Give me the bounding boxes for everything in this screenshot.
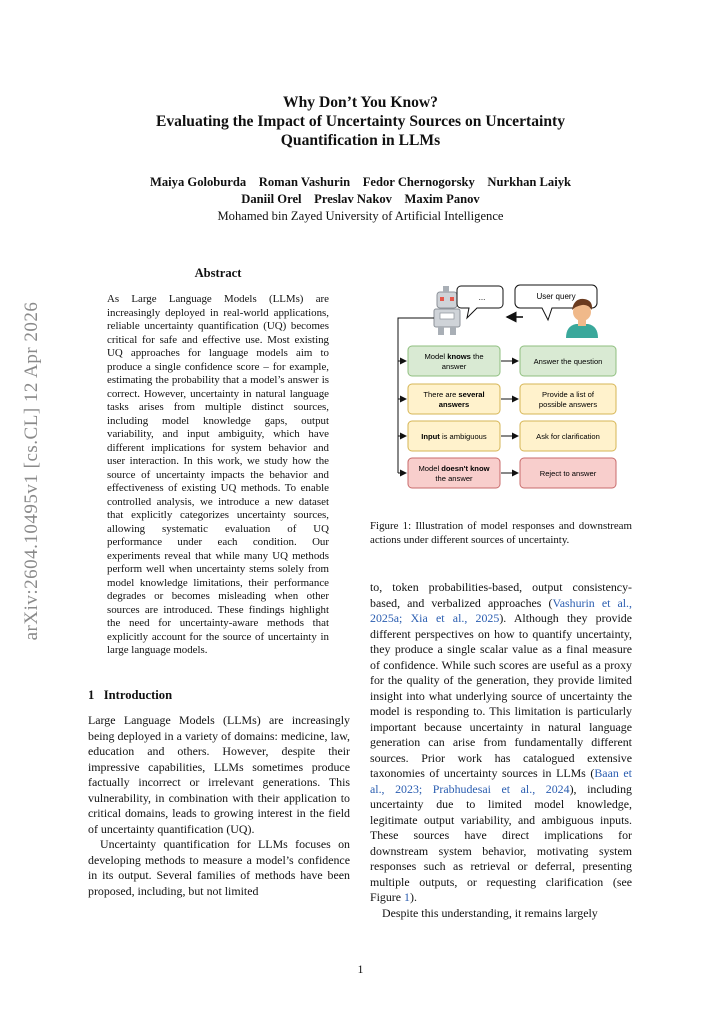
figure-1-diagram [370, 282, 632, 498]
author: Nurkhan Laiyk [487, 175, 572, 189]
title-line-2: Evaluating the Impact of Uncertainty Sources on Uncertainty [155, 113, 566, 130]
response-row [398, 421, 616, 451]
right-column-body [370, 580, 632, 921]
uncertainty-source-label: There are several [423, 390, 485, 399]
abstract-text: As Large Language Models (LLMs) are increasingly deployed in real-world applications, reliable uncertainty quantification (UQ) becomes critical for safe and effective use. Most existing UQ approaches for language models aim to produce a single confidence score – for example, estimating the probability that a model’s answer is correct. However, uncertainty in natural language tasks arises from multiple distinct sources, including model knowledge gaps, output variability, and input ambiguity, which have different implications for system behavior and user interaction. In this work, we study how the source of uncertainty impacts the behavior and effectiveness of existing UQ methods. To enable controlled analysis, we introduce a new dataset that explicitly categorizes uncertainty sources, allowing systematic evaluation of UQ performance under each condition. Our experiments reveal that while many UQ methods perform well when uncertainty stems solely from model knowledge limitations, their performance degrades or becomes misleading when other sources are introduced. These findings highlight the need for uncertainty-aware methods that explicitly account for the source of uncertainty in large language models. [107, 293, 329, 656]
text-run: ), including uncertainty due to limited model knowledge, legitimate output variability, and ambiguous inputs. These sources have direct implications for downstream system behavior, motivating system responses such as retrieval or deferral, presenting multiple outputs, or requesting clarification (see Figure [370, 781, 632, 904]
response-row [398, 346, 616, 376]
uncertainty-source-label: Model doesn't know [418, 464, 490, 473]
downstream-action-label: Provide a list of [542, 390, 594, 399]
response-row [398, 458, 616, 488]
robot-icon [434, 286, 460, 335]
text-run: ). Although they provide different perspectives on how to quantify uncertainty, they produce a single scalar value as a final measure of confidence. While such scores are useful as a proxy for the quality of the generation, they provide limited insight into what underlying source of uncertainty the model is responding to. This limitation is particularly important because uncertainty in natural language generation can arise from fundamentally different sources. Prior work has catalogued extensive taxonomies of uncertainty sources in LLMs ( [370, 611, 632, 780]
intro-paragraph-1: Large Language Models (LLMs) are increasingly being deployed in a variety of domains: medicine, law, education and others. However, despite their impressive capabilities, LLMs sometimes produce factually incorrect or irrelevant generations. This vulnerability, in combination with their application to critical domains, leads to growing interest in the field of uncertainty quantification (UQ). [88, 713, 350, 836]
author: Maxim Panov [404, 192, 480, 206]
authors-line-2 [0, 191, 721, 208]
uncertainty-source-label: answer [441, 362, 467, 371]
author: Fedor Chernogorsky [362, 175, 475, 189]
affiliation: Mohamed bin Zayed University of Artificial Intelligence [217, 209, 504, 223]
uncertainty-source-label: answers [438, 400, 470, 409]
uncertainty-source-label: the answer [435, 474, 473, 483]
intro-paragraph-2: Uncertainty quantification for LLMs focuses on developing methods to measure a model’s confidence in its output. Several families of methods have been proposed, including, but not limited [88, 837, 350, 898]
page-number: 1 [357, 962, 364, 976]
citation-link[interactable]: Baan et al., 2023; Prabhudesai et al., 2024 [370, 766, 632, 796]
section-heading [88, 688, 172, 703]
downstream-action-box [520, 384, 616, 414]
figure-caption: Figure 1: Illustration of model responses and downstream actions under different sources of uncertainty. [370, 520, 632, 546]
right-paragraph-2: Despite this understanding, it remains largely [382, 905, 598, 920]
abstract-heading: Abstract [194, 266, 242, 280]
uncertainty-source-label: Model knows the [424, 352, 484, 361]
author: Maiya Goloburda [149, 175, 247, 189]
left-column-body [88, 713, 350, 899]
downstream-action-label: Answer the question [533, 357, 603, 366]
section-title: Introduction [103, 688, 173, 702]
robot-speech-bubble [457, 286, 503, 318]
ellipsis-text: ... [478, 293, 486, 302]
text-run: to, token probabilities-based, output consistency-based, and verbalized approaches ( [370, 580, 632, 610]
figure-reference-link[interactable]: 1 [404, 890, 410, 904]
author: Preslav Nakov [314, 192, 392, 206]
uncertainty-source-box [408, 458, 500, 488]
response-row [398, 384, 616, 414]
downstream-action-label: Reject to answer [539, 469, 597, 478]
user-query-text: User query [536, 292, 576, 301]
author-list [0, 174, 721, 208]
author: Daniil Orel [241, 192, 302, 206]
section-number: 1 [88, 688, 95, 702]
uncertainty-source-box [408, 384, 500, 414]
figure-1 [370, 282, 632, 498]
uncertainty-source-label: Input is ambiguous [421, 432, 487, 441]
right-paragraph-1 [370, 580, 632, 906]
text-run: ). [409, 890, 417, 904]
downstream-action-label: possible answers [538, 400, 598, 409]
title-line-1: Why Don’t You Know? [283, 94, 438, 111]
author: Roman Vashurin [258, 175, 351, 189]
arxiv-id-text: arXiv:2604.10495v1 [cs.CL] 12 Apr 2026 [21, 301, 42, 641]
response-rows [398, 346, 616, 488]
uncertainty-source-box [408, 346, 500, 376]
title-line-3: Quantification in LLMs [280, 132, 441, 149]
authors-line-1 [0, 174, 721, 191]
paper-title [0, 93, 721, 150]
citation-link[interactable]: Vashurin et al., 2025a; Xia et al., 2025 [370, 595, 632, 625]
downstream-action-label: Ask for clarification [536, 432, 600, 441]
arxiv-identifier [12, 296, 52, 646]
